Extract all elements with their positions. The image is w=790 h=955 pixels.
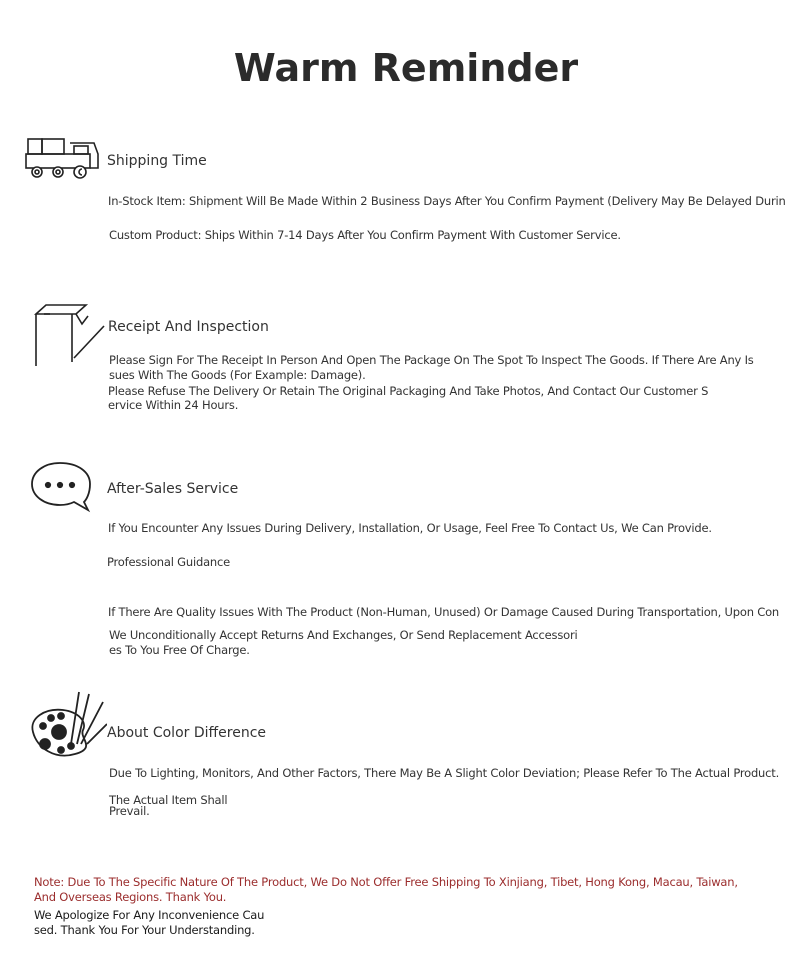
section-text: Please Sign For The Receipt In Person And Open The Package On The Spot To Inspect The Goods. If There Are Any Is xyxy=(109,353,754,367)
section-text: We Unconditionally Accept Returns And Exchanges, Or Send Replacement Accessori xyxy=(109,628,578,642)
section-text: sues With The Goods (For Example: Damage). xyxy=(109,368,366,382)
section-text: Due To Lighting, Monitors, And Other Factors, There May Be A Slight Color Deviation; Please Refer To The Actual Product. xyxy=(109,766,780,780)
section-text: If You Encounter Any Issues During Delivery, Installation, Or Usage, Feel Free To Contact Us, We Can Provide. xyxy=(108,521,712,535)
palette-icon xyxy=(29,688,107,760)
section-text: Professional Guidance xyxy=(107,555,230,569)
section-text: es To You Free Of Charge. xyxy=(109,643,250,657)
apology-text: We Apologize For Any Inconvenience Cau xyxy=(34,908,265,922)
section-heading-shipping-time: Shipping Time xyxy=(107,153,207,169)
section-text: In-Stock Item: Shipment Will Be Made Within 2 Business Days After You Confirm Payment (Delivery May Be Delayed Durin xyxy=(108,194,786,208)
shipping-note: And Overseas Regions. Thank You. xyxy=(34,890,227,904)
shipping-note: Note: Due To The Specific Nature Of The Product, We Do Not Offer Free Shipping To Xinjiang, Tibet, Hong Kong, Macau, Taiwan, xyxy=(34,875,738,889)
section-text: Please Refuse The Delivery Or Retain The Original Packaging And Take Photos, And Contact Our Customer S xyxy=(108,384,709,398)
box-icon xyxy=(30,302,106,368)
truck-icon xyxy=(24,136,106,182)
page-title: Warm Reminder xyxy=(233,46,579,90)
speech-bubble-icon xyxy=(30,460,94,516)
section-text: The Actual Item Shall xyxy=(109,793,228,807)
apology-text: sed. Thank You For Your Understanding. xyxy=(34,923,255,937)
section-heading-after-sales: After-Sales Service xyxy=(107,481,239,497)
section-heading-receipt-inspection: Receipt And Inspection xyxy=(108,319,269,335)
section-text: Custom Product: Ships Within 7-14 Days After You Confirm Payment With Customer Service. xyxy=(109,228,621,242)
section-text: Prevail. xyxy=(109,804,150,818)
section-text: If There Are Quality Issues With The Product (Non-Human, Unused) Or Damage Caused During Transportation, Upon Con xyxy=(108,605,779,619)
section-text: ervice Within 24 Hours. xyxy=(108,398,239,412)
section-heading-color-difference: About Color Difference xyxy=(107,725,267,741)
